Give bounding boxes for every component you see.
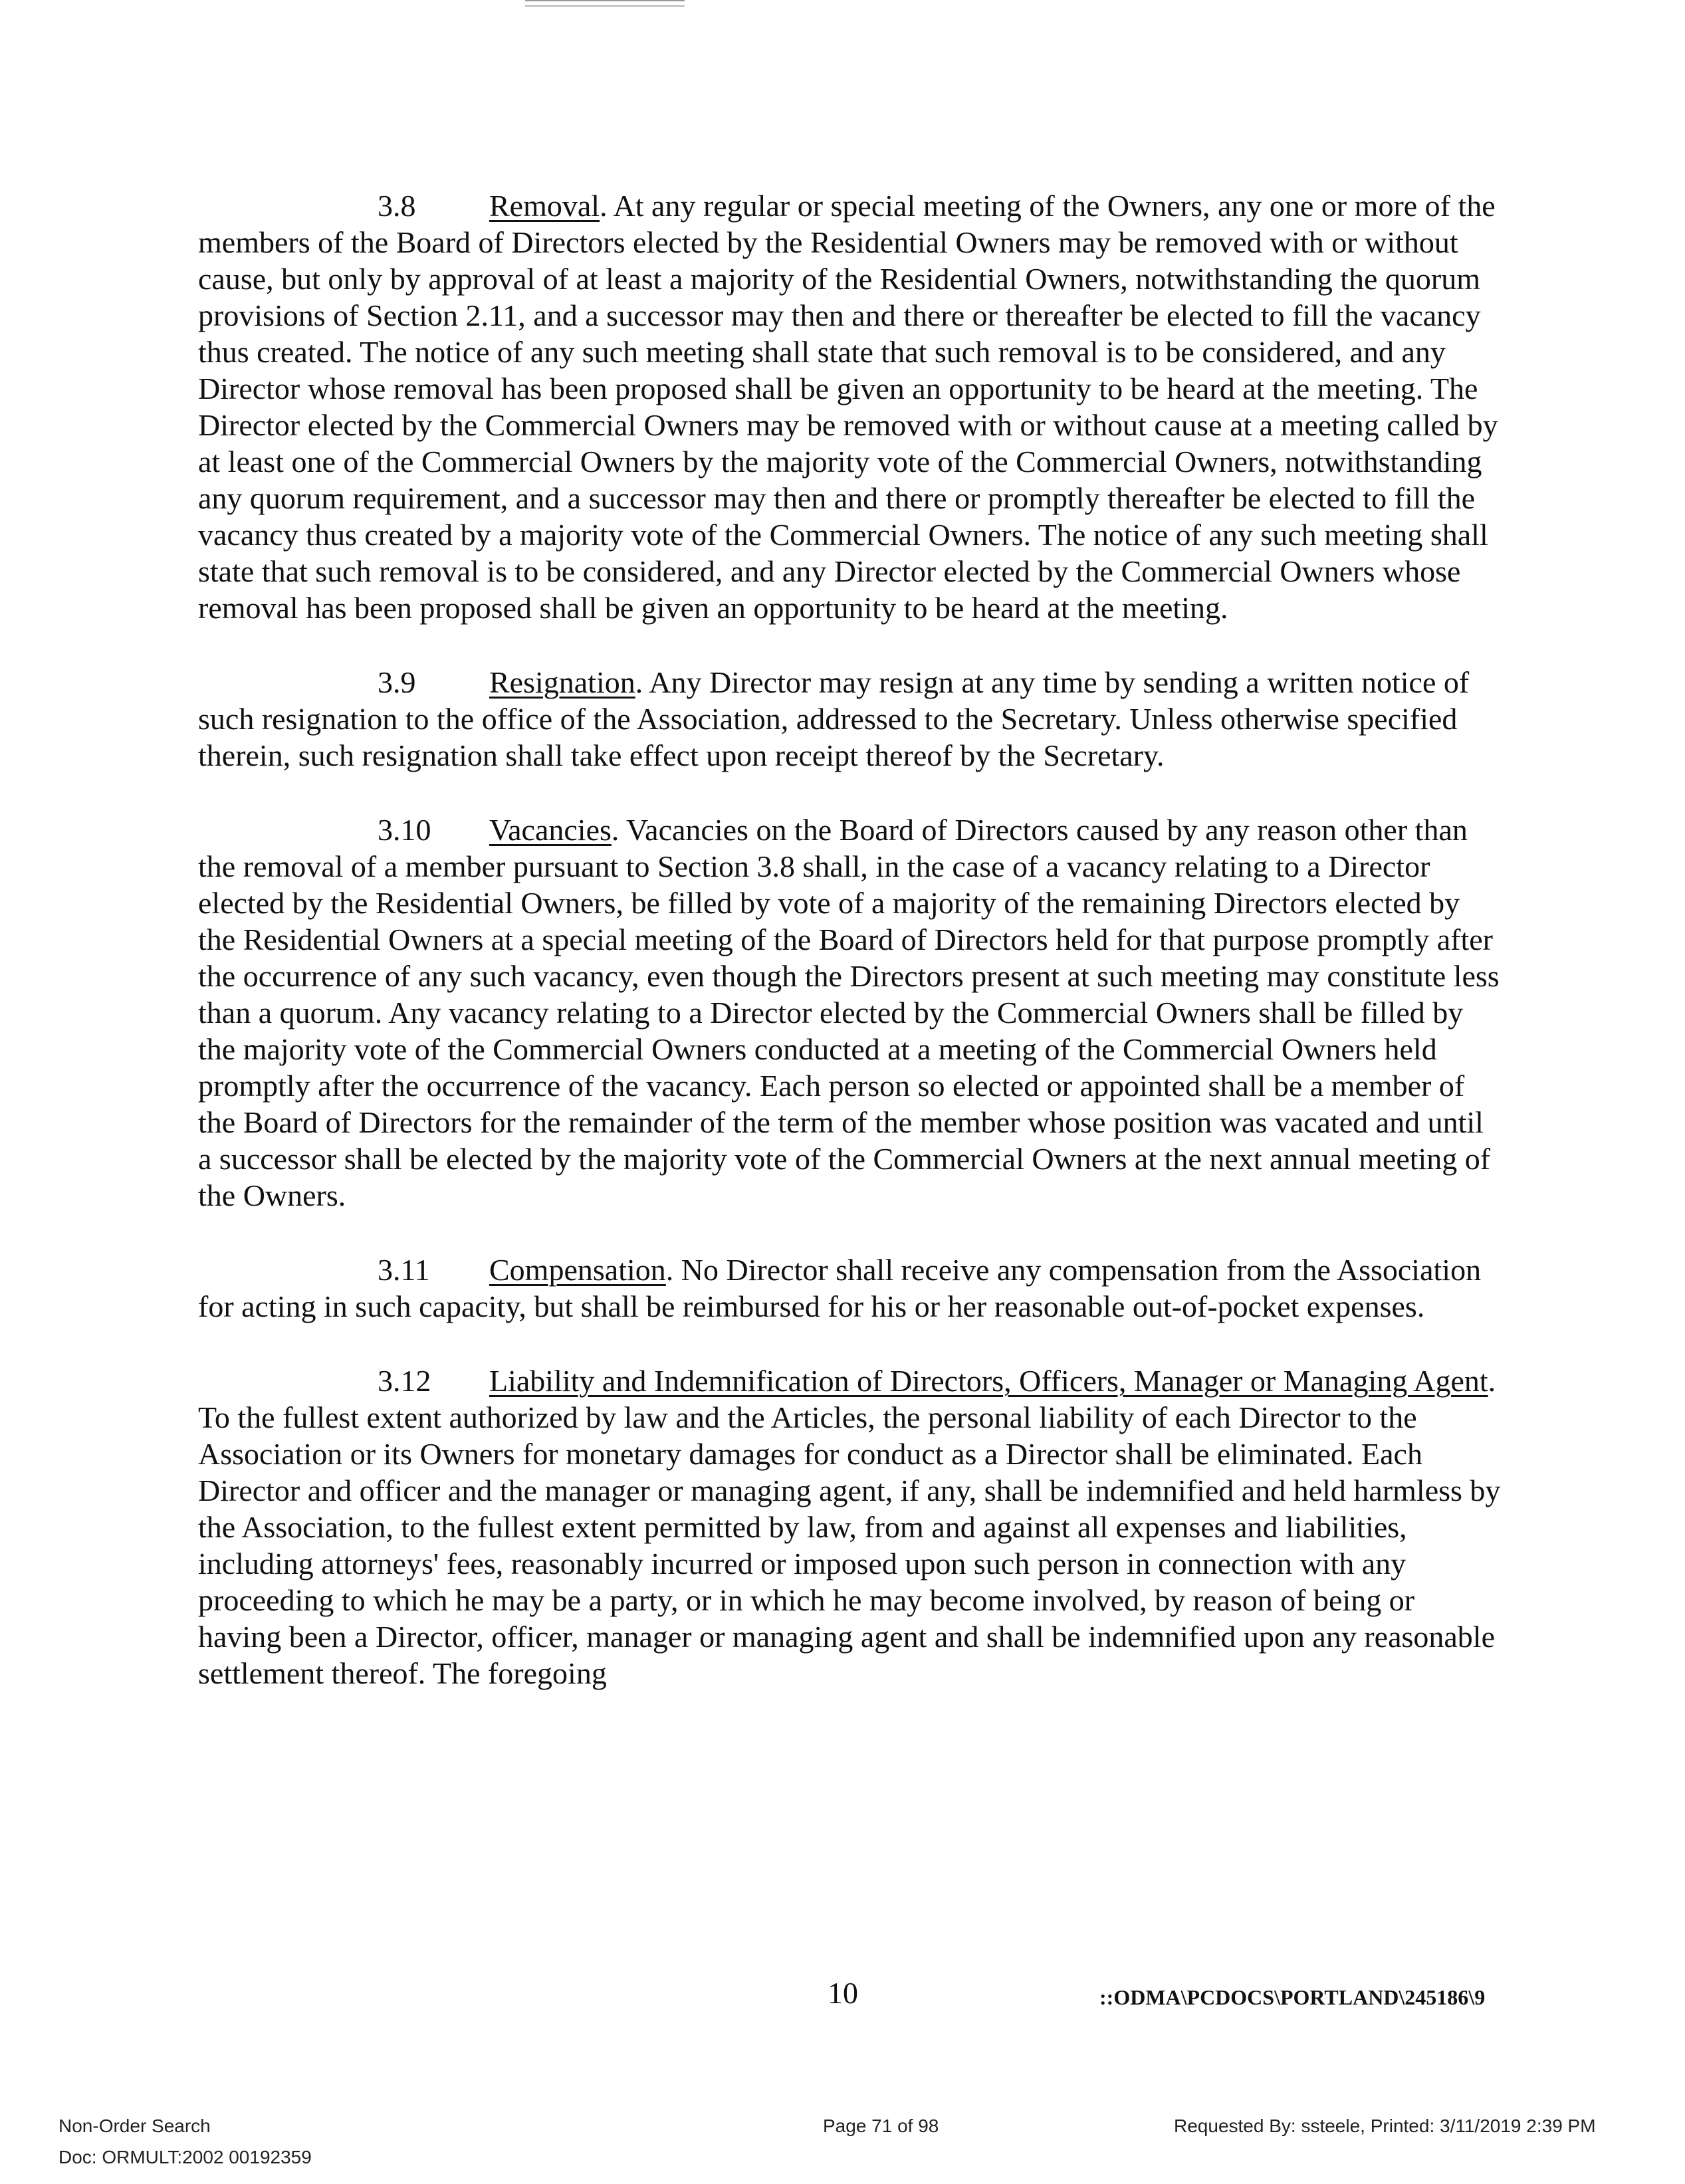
section-3-11 [198,1252,1502,1325]
page-count-label: Page 71 of 98 [823,2116,939,2136]
section-number: 3.11 [378,1253,430,1287]
section-3-8 [198,187,1502,626]
document-body [198,187,1502,1729]
section-title: Liability and Indemnification of Directors, Officers, Manager or Managing Agent [489,1364,1488,1398]
search-type-label: Non-Order Search [58,2116,211,2136]
section-3-12 [198,1363,1502,1692]
section-text: . Any Director may resign at any time by sending a written notice of such resignation to the office of the Association, addressed to the Secretary. Unless otherwise specified therein, such resignation shall take effect upon receipt thereof by the Secretary. [198,665,1470,772]
page-number: 10 [828,1976,858,2010]
document-path: ::ODMA\PCDOCS\PORTLAND\245186\9 [1099,1985,1486,2009]
section-title: Vacancies [489,813,612,847]
section-number: 3.10 [378,813,431,847]
section-text: . To the fullest extent authorized by law and the Articles, the personal liability of each Director to the Association or its Owners for monetary damages for conduct as a Director shall be eliminated. Each Director and officer and the manager or managing agent, if any, shall be indemnified and held harmless by the Association, to the fullest extent permitted by law, from and against all expenses and liabilities, including attorneys' fees, reasonably incurred or imposed upon such person in connection with any proceeding to which he may be a party, or in which he may become involved, by reason of being or having been a Director, officer, manager or managing agent and shall be indemnified upon any reasonable settlement thereof. The foregoing [198,1364,1501,1690]
section-title: Removal [489,189,600,223]
section-text: . Vacancies on the Board of Directors caused by any reason other than the removal of a member pursuant to Section 3.8 shall, in the case of a vacancy relating to a Director elected by the Residential Owners, be filled by vote of a majority of the remaining Directors elected by the Residential Owners at a special meeting of the Board of Directors held for that purpose promptly after the occurrence of any such vacancy, even though the Directors present at such meeting may constitute less than a quorum. Any vacancy relating to a Director elected by the Commercial Owners shall be filled by the majority vote of the Commercial Owners conducted at a meeting of the Commercial Owners held promptly after the occurrence of the vacancy. Each person so elected or appointed shall be a member of the Board of Directors for the remainder of the term of the member whose position was vacated and until a successor shall be elected by the majority vote of the Commercial Owners at the next annual meeting of the Owners. [198,813,1500,1212]
section-3-10 [198,812,1502,1214]
section-number: 3.12 [378,1364,431,1398]
section-title: Resignation [489,665,635,699]
section-number: 3.9 [378,665,416,699]
document-id-label: Doc: ORMULT:2002 00192359 [58,2147,312,2167]
scan-artifact [525,0,685,7]
section-title: Compensation [489,1253,666,1287]
section-text: . No Director shall receive any compensation from the Association for acting in such capacity, but shall be reimbursed for his or her reasonable out-of-pocket expenses. [198,1253,1482,1323]
request-info-label: Requested By: ssteele, Printed: 3/11/2019 2:39 PM [1174,2116,1596,2136]
section-3-9 [198,664,1502,774]
section-number: 3.8 [378,189,416,223]
section-text: . At any regular or special meeting of the Owners, any one or more of the members of the Board of Directors elected by the Residential Owners may be removed with or without cause, but only by approval of at least a majority of the Residential Owners, notwithstanding the quorum provisions of Section 2.11, and a successor may then and there or thereafter be elected to fill the vacancy thus created. The notice of any such meeting shall state that such removal is to be considered, and any Director whose removal has been proposed shall be given an opportunity to be heard at the meeting. The Director elected by the Commercial Owners may be removed with or without cause at a meeting called by at least one of the Commercial Owners by the majority vote of the Commercial Owners, notwithstanding any quorum requirement, and a successor may then and there or promptly thereafter be elected to fill the vacancy thus created by a majority vote of the Commercial Owners. The notice of any such meeting shall state that such removal is to be considered, and any Director elected by the Commercial Owners whose removal has been proposed shall be given an opportunity to be heard at the meeting. [198,189,1498,625]
